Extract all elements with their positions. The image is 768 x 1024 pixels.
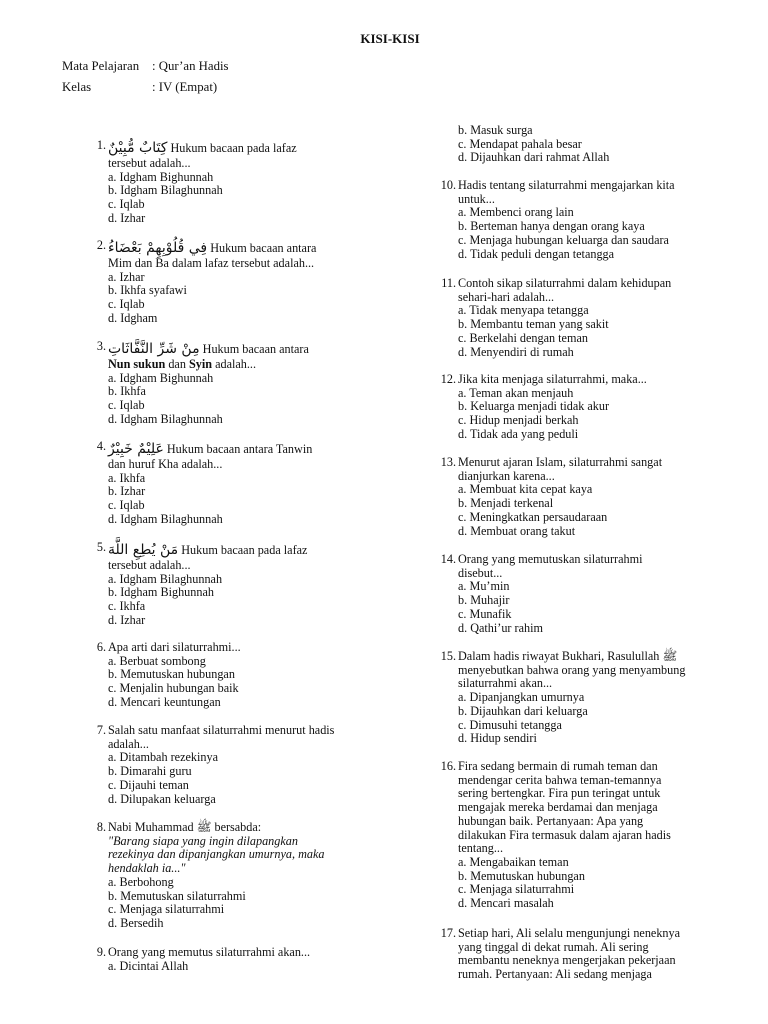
answer-option: d. Izhar — [108, 612, 146, 627]
answer-option: b. Menjadi terkenal — [458, 496, 554, 511]
question-text: yang tinggal di dekat rumah. Ali sering — [458, 939, 649, 954]
question-number: 11. — [441, 276, 456, 290]
question-text: tentang... — [458, 841, 504, 856]
arabic-text: كِتَابٌ مُّبِيْنٌ — [108, 140, 168, 156]
question-number: 1. — [96, 138, 106, 152]
question-text: rumah. Pertanyaan: Ali sedang menjaga — [458, 967, 652, 982]
question-body — [108, 139, 374, 226]
answer-option: c. Meningkatkan persaudaraan — [458, 509, 608, 524]
answer-option: a. Dipanjangkan umurnya — [458, 690, 585, 705]
answer-option: c. Mendapat pahala besar — [458, 136, 582, 151]
answer-option: a. Idgham Bighunnah — [108, 370, 214, 385]
question-number: 3. — [96, 339, 106, 353]
question-text: Nabi Muhammad ﷺ bersabda: — [108, 820, 262, 834]
question-number: 5. — [96, 540, 106, 554]
question-item — [84, 541, 374, 628]
question-item — [434, 277, 724, 359]
answer-option: c. Iqlab — [108, 197, 145, 212]
question-item — [434, 553, 724, 635]
subject-label: Mata Pelajaran — [62, 59, 140, 73]
question-number: 7. — [96, 723, 106, 737]
question-body — [458, 927, 724, 982]
answer-option: c. Menjaga hubungan keluarga dan saudara — [458, 232, 669, 247]
question-text: dianjurkan karena... — [458, 468, 555, 483]
answer-option: b. Berteman hanya dengan orang kaya — [458, 219, 645, 234]
hadith-quote: "Barang siapa yang ingin dilapangkan — [108, 833, 298, 848]
question-text: adalah... — [212, 357, 257, 371]
meta-subject — [62, 59, 229, 74]
question-text: Hukum bacaan pada lafaz — [167, 141, 297, 155]
question-body — [108, 541, 374, 628]
question-text: Fira sedang bermain di rumah teman dan — [458, 759, 658, 773]
question-body — [458, 456, 724, 538]
question-body — [108, 239, 374, 326]
question-text-cont: Mim dan Ba dalam lafaz tersebut adalah... — [108, 256, 315, 270]
answer-option: d. Idgham Bilaghunnah — [108, 411, 223, 426]
arabic-text: عَلِيْمٌ خَبِيْرٌ — [108, 441, 164, 457]
question-number: 10. — [440, 178, 456, 192]
answer-option: c. Ikhfa — [108, 599, 146, 614]
question-text: Apa arti dari silaturrahmi... — [108, 640, 241, 654]
hadith-quote: hendaklah ia..." — [108, 861, 186, 876]
question-stem — [108, 340, 374, 358]
question-item — [434, 124, 724, 165]
question-text: Setiap hari, Ali selalu mengunjungi neneknya — [458, 926, 681, 940]
answer-option: a. Idgham Bighunnah — [108, 169, 214, 184]
question-number: 16. — [440, 759, 456, 773]
question-stem — [108, 440, 374, 458]
answer-option: c. Menjaga silaturrahmi — [458, 882, 575, 897]
question-number: 13. — [440, 455, 456, 469]
question-body — [458, 179, 724, 261]
question-number: 8. — [96, 820, 106, 834]
answer-option: d. Izhar — [108, 210, 146, 225]
question-item — [434, 179, 724, 261]
question-item — [434, 650, 724, 746]
answer-option: a. Idgham Bilaghunnah — [108, 571, 223, 586]
answer-option: b. Memutuskan hubungan — [458, 868, 585, 883]
answer-option: c. Munafik — [458, 606, 512, 621]
question-text: Menurut ajaran Islam, silaturrahmi sangat — [458, 455, 663, 469]
question-text: Hukum bacaan antara — [207, 241, 317, 255]
question-item — [84, 440, 374, 527]
hadith-quote: rezekinya dan dipanjangkan umurnya, maka — [108, 847, 325, 862]
question-body — [458, 553, 724, 635]
answer-option: d. Idgham — [108, 310, 158, 325]
question-number: 15. — [440, 649, 456, 663]
question-body — [108, 821, 374, 931]
answer-option: a. Ikhfa — [108, 470, 146, 485]
question-text: dan — [165, 357, 189, 371]
question-number: 2. — [96, 238, 106, 252]
answer-option: a. Mengabaikan teman — [458, 854, 569, 869]
answer-option: c. Dimusuhi tetangga — [458, 717, 562, 732]
question-item — [84, 821, 374, 931]
bold-term: Nun sukun — [108, 357, 166, 371]
question-text: Dalam hadis riwayat Bukhari, Rasulullah ﷺ — [458, 649, 678, 663]
answer-option: d. Tidak ada yang peduli — [458, 426, 579, 441]
answer-option: a. Membuat kita cepat kaya — [458, 482, 593, 497]
answer-option: a. Dicintai Allah — [108, 958, 189, 973]
question-number: 17. — [440, 926, 456, 940]
answer-option: d. Dilupakan keluarga — [108, 791, 216, 806]
question-text: hubungan baik. Pertanyaan: Apa yang — [458, 813, 644, 828]
question-text: Hadis tentang silaturrahmi mengajarkan kita — [458, 178, 675, 192]
question-text: silaturrahmi akan... — [458, 676, 553, 691]
question-item — [434, 456, 724, 538]
question-body — [458, 373, 724, 442]
question-item — [84, 239, 374, 326]
question-body — [458, 650, 724, 746]
arabic-text: فِي قُلُوْبِهِمْ بَعْضَاءُ — [108, 240, 208, 256]
question-text: adalah... — [108, 736, 149, 751]
question-text-cont: dan huruf Kha adalah... — [108, 457, 223, 471]
question-text: Orang yang memutuskan silaturrahmi — [458, 552, 643, 566]
question-stem — [108, 139, 374, 157]
question-text: Hukum bacaan pada lafaz — [178, 543, 308, 557]
answer-option: d. Membuat orang takut — [458, 523, 576, 538]
class-label: Kelas — [62, 80, 92, 94]
question-body — [458, 124, 724, 165]
answer-option: c. Iqlab — [108, 297, 145, 312]
answer-option: b. Dimarahi guru — [108, 764, 192, 779]
question-text: dilakukan Fira termasuk dalam ajaran hadis — [458, 827, 671, 842]
answer-option: b. Masuk surga — [458, 123, 533, 137]
question-number: 4. — [96, 439, 106, 453]
answer-option: d. Hidup sendiri — [458, 731, 537, 746]
answer-option: a. Teman akan menjauh — [458, 385, 574, 400]
answer-option: a. Ditambah rezekinya — [108, 750, 218, 765]
answer-option: c. Hidup menjadi berkah — [458, 413, 579, 428]
answer-option: b. Dijauhkan dari keluarga — [458, 703, 588, 718]
question-number: 14. — [440, 552, 456, 566]
answer-option: a. Berbohong — [108, 874, 174, 889]
answer-option: d. Tidak peduli dengan tetangga — [458, 246, 615, 261]
answer-option: a. Mu’min — [458, 579, 510, 594]
question-text: disebut... — [458, 565, 503, 580]
question-text: menyebutkan bahwa orang yang menyambung — [458, 662, 686, 677]
question-stem — [108, 239, 374, 257]
question-item — [84, 724, 374, 806]
answer-option: d. Bersedih — [108, 915, 164, 930]
answer-option: c. Dijauhi teman — [108, 777, 189, 792]
question-body — [108, 724, 374, 806]
answer-option: d. Mencari keuntungan — [108, 694, 221, 709]
question-item — [434, 927, 724, 982]
answer-option: c. Iqlab — [108, 398, 145, 413]
question-number: 9. — [96, 945, 106, 959]
answer-option: b. Ikhfa syafawi — [108, 283, 187, 298]
answer-option: d. Menyendiri di rumah — [458, 344, 574, 359]
answer-option: d. Mencari masalah — [458, 896, 554, 911]
answer-option: b. Muhajir — [458, 593, 510, 608]
answer-option: c. Menjaga silaturrahmi — [108, 902, 225, 917]
question-item — [84, 641, 374, 710]
question-text: mendengar cerita bahwa teman-temannya — [458, 772, 662, 787]
answer-option: b. Memutuskan silaturrahmi — [108, 888, 246, 903]
question-text: mengajak mereka berdamai dan menjaga — [458, 800, 658, 815]
question-text: Hukum bacaan antara Tanwin — [163, 442, 313, 456]
bold-term: Syin — [188, 357, 213, 371]
question-body — [108, 641, 374, 710]
answer-option: c. Iqlab — [108, 498, 145, 513]
class-value: : IV (Empat) — [152, 80, 218, 94]
question-text-cont: tersebut adalah... — [108, 156, 191, 170]
question-number: 12. — [440, 372, 456, 386]
answer-option: b. Idgham Bilaghunnah — [108, 183, 223, 198]
question-number: 6. — [96, 640, 106, 654]
question-text: untuk... — [458, 191, 495, 206]
answer-option: d. Idgham Bilaghunnah — [108, 511, 223, 526]
answer-option: d. Qathi’ur rahim — [458, 620, 543, 635]
question-item — [434, 760, 724, 911]
meta-class — [62, 80, 217, 95]
question-item — [84, 946, 374, 973]
question-stem — [108, 541, 374, 559]
question-text: sering bertengkar. Fira pun teringat untuk — [458, 786, 661, 801]
answer-option: a. Berbuat sombong — [108, 653, 206, 668]
question-item — [434, 373, 724, 442]
question-item — [84, 139, 374, 226]
question-text: Hukum bacaan antara — [199, 342, 309, 356]
answer-option: a. Membenci orang lain — [458, 205, 574, 220]
question-body — [458, 760, 724, 911]
answer-option: d. Dijauhkan dari rahmat Allah — [458, 150, 610, 165]
document-title: KISI-KISI — [360, 31, 420, 46]
answer-option: b. Izhar — [108, 484, 146, 499]
question-body — [108, 946, 374, 973]
question-body — [108, 340, 374, 427]
answer-option: b. Memutuskan hubungan — [108, 667, 235, 682]
answer-option: c. Menjalin hubungan baik — [108, 681, 239, 696]
question-text-cont — [108, 358, 374, 372]
answer-option: b. Ikhfa — [108, 384, 146, 399]
question-item — [84, 340, 374, 427]
question-text: Contoh sikap silaturrahmi dalam kehidupan — [458, 276, 672, 290]
arabic-text: مَنْ يُطِعِ اللَّهَ — [108, 542, 179, 558]
question-text: Salah satu manfaat silaturrahmi menurut hadis — [108, 723, 335, 737]
question-text: Orang yang memutus silaturrahmi akan... — [108, 945, 311, 959]
arabic-text: مِنْ شَرِّ النَّفَّاثَاتِ — [108, 341, 200, 357]
answer-option: b. Membantu teman yang sakit — [458, 317, 609, 332]
answer-option: a. Tidak menyapa tetangga — [458, 303, 589, 318]
subject-value: : Qur’an Hadis — [152, 59, 229, 73]
answer-option: c. Berkelahi dengan teman — [458, 330, 588, 345]
question-text: sehari-hari adalah... — [458, 289, 555, 304]
question-body — [458, 277, 724, 359]
question-text: Jika kita menjaga silaturrahmi, maka... — [458, 372, 647, 386]
question-text-cont: tersebut adalah... — [108, 558, 191, 572]
question-body — [108, 440, 374, 527]
answer-option: b. Idgham Bighunnah — [108, 585, 214, 600]
question-text: membantu neneknya mengerjakan pekerjaan — [458, 953, 676, 968]
answer-option: b. Keluarga menjadi tidak akur — [458, 399, 610, 414]
answer-option: a. Izhar — [108, 269, 145, 284]
